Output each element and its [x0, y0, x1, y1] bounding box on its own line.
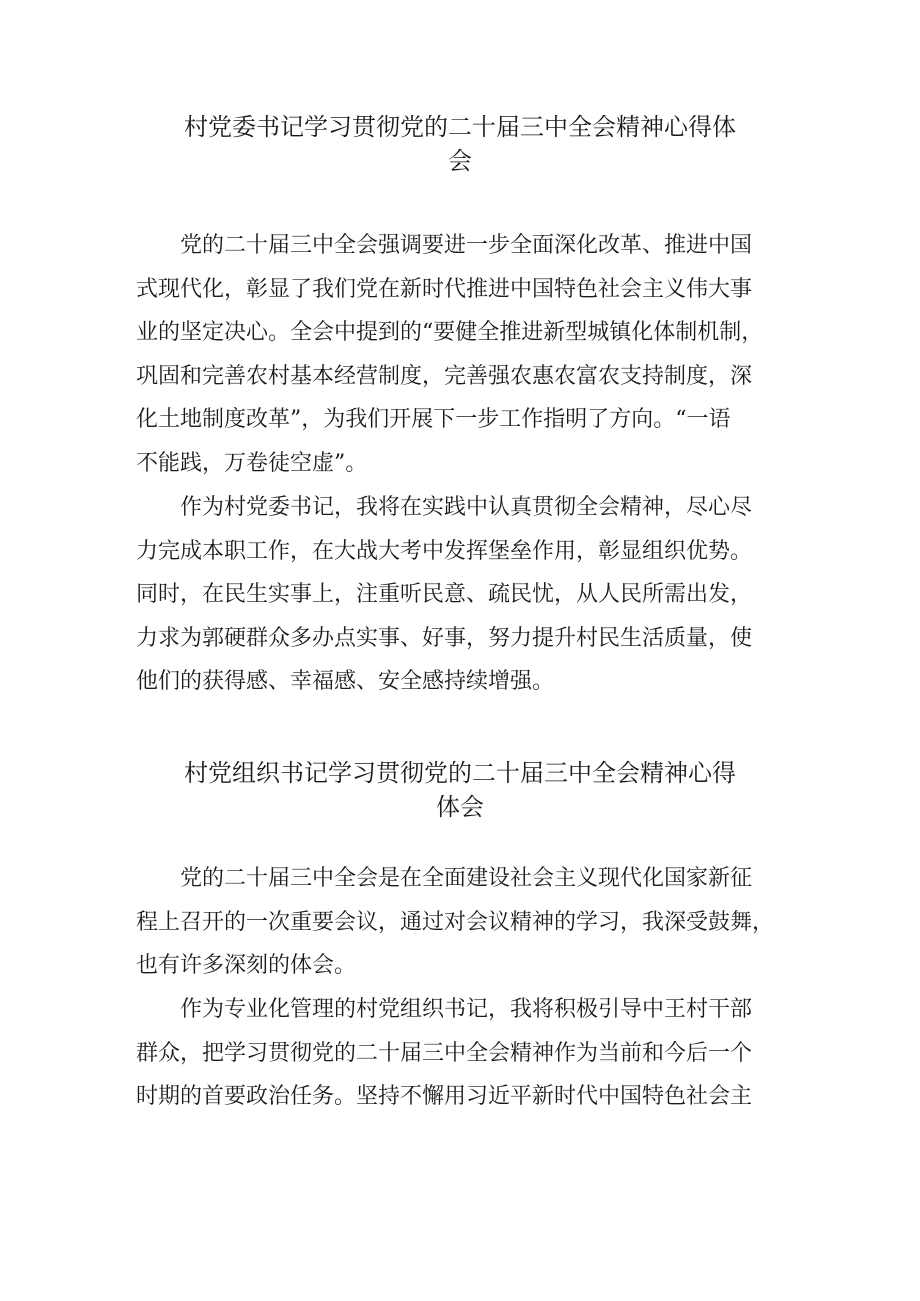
text-line: 作为专业化管理的村党组织书记，我将积极引导中王村干部 — [136, 997, 753, 1022]
text-line: 力求为郭硬群众多办点实事、好事，努力提升村民生活质量，使 — [136, 625, 753, 651]
section-2-paragraph-1 — [136, 857, 796, 988]
section-2-title-line: 体会 — [436, 793, 484, 821]
text-line: 党的二十届三中全会强调要进一步全面深化改革、推进中国 — [136, 233, 753, 258]
text-line: 业的坚定决心。全会中提到的“要健全推进新型城镇化体制机制， — [136, 320, 764, 345]
section-2-title — [0, 756, 920, 824]
section-2-paragraph-2 — [136, 988, 796, 1119]
text-line: 巩固和完善农村基本经营制度，完善强农惠农富农支持制度，深 — [136, 363, 753, 389]
text-line: 不能践，万卷徒空虚”。 — [136, 450, 368, 476]
section-1-paragraph-1 — [136, 224, 796, 485]
text-line: 他们的获得感、幸福感、安全感持续增强。 — [136, 669, 555, 694]
text-line: 时期的首要政治任务。坚持不懈用习近平新时代中国特色社会主 — [136, 1084, 753, 1109]
section-1-title-line: 会 — [448, 147, 472, 175]
text-line: 也有许多深刻的体会。 — [136, 953, 357, 978]
text-line: 式现代化，彰显了我们党在新时代推进中国特色社会主义伟大事 — [136, 276, 753, 302]
section-1-title-line: 村党委书记学习贯彻党的二十届三中全会精神心得体 — [184, 113, 736, 141]
text-line: 作为村党委书记，我将在实践中认真贯彻全会精神，尽心尽 — [136, 495, 753, 520]
text-line: 化土地制度改革”，为我们开展下一步工作指明了方向。“一语 — [136, 407, 731, 432]
text-line: 群众，把学习贯彻党的二十届三中全会精神作为当前和今后一个 — [136, 1040, 753, 1066]
section-1-paragraph-2 — [136, 486, 796, 704]
text-line: 党的二十届三中全会是在全面建设社会主义现代化国家新征 — [136, 866, 753, 891]
section-2-title-line: 村党组织书记学习贯彻党的二十届三中全会精神心得 — [184, 759, 736, 787]
section-1-title — [0, 110, 920, 178]
text-line: 同时，在民生实事上，注重听民意、疏民忧，从人民所需出发， — [136, 582, 753, 607]
text-line: 程上召开的一次重要会议，通过对会议精神的学习，我深受鼓舞， — [136, 909, 775, 935]
text-line: 力完成本职工作，在大战大考中发挥堡垒作用，彰显组织优势。 — [136, 538, 753, 564]
